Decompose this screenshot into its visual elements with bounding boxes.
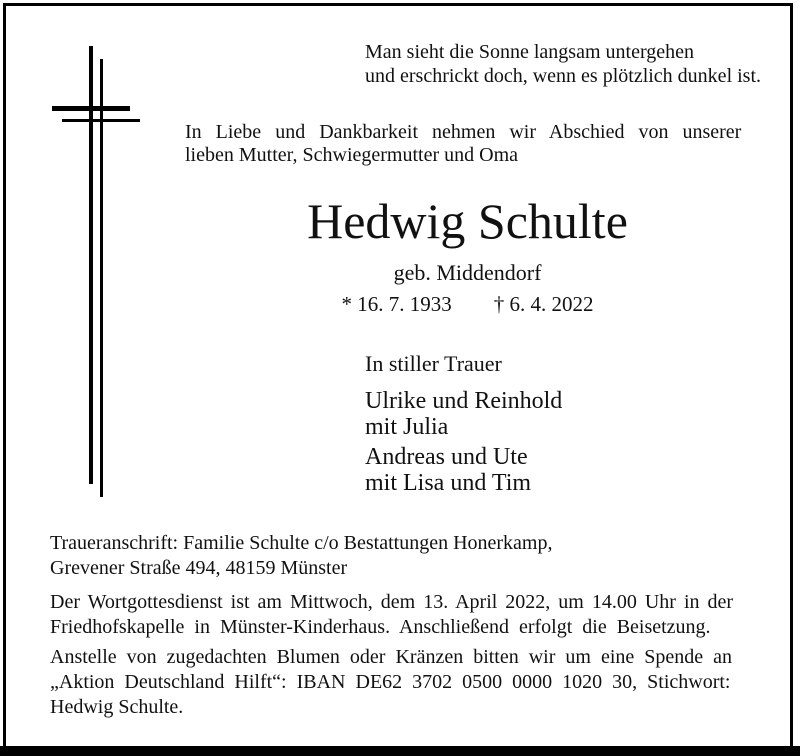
- intro-line-1: In Liebe und Dankbarkeit nehmen wir Abschied von unserer: [185, 121, 742, 143]
- address-line-2: Grevener Straße 494, 48159 Münster: [50, 557, 348, 579]
- intro-line-2: lieben Mutter, Schwiegermutter und Oma: [185, 144, 518, 166]
- epigraph-line-2: und erschrickt doch, wenn es plötzlich dunkel ist.: [365, 65, 762, 87]
- life-dates: [185, 292, 750, 316]
- cross-horizontal-stroke-1: [52, 106, 130, 111]
- mourning-label: In stiller Trauer: [365, 351, 502, 376]
- address-line-1: Traueranschrift: Familie Schulte c/o Bestattungen Honerkamp,: [50, 532, 553, 554]
- epigraph-line-1: Man sieht die Sonne langsam untergehen: [365, 41, 695, 63]
- deceased-birth-name: geb. Middendorf: [393, 260, 542, 285]
- notice-border-bottom: [0, 746, 800, 756]
- cross-vertical-stroke-2: [100, 59, 103, 497]
- death-date: † 6. 4. 2022: [493, 292, 594, 316]
- birth-date: * 16. 7. 1933: [341, 292, 452, 316]
- notice-border-right: [790, 3, 793, 746]
- cross-vertical-stroke-1: [89, 46, 93, 484]
- mourning-group: [365, 388, 562, 440]
- notice-border-top: [3, 3, 793, 6]
- donation-line-1: Anstelle von zugedachten Blumen oder Kränzen bitten wir um eine Spende an: [50, 646, 733, 668]
- cross-horizontal-stroke-2: [62, 119, 140, 122]
- donation-line-3: Hedwig Schulte.: [50, 696, 184, 718]
- mourning-group: [365, 444, 531, 496]
- mourner-line: Andreas und Ute: [365, 444, 528, 470]
- intro-paragraph: [185, 121, 741, 167]
- mourner-line: Ulrike und Reinhold: [365, 388, 563, 414]
- service-line-2: Friedhofskapelle in Münster-Kinderhaus. Anschließend erfolgt die Beisetzung.: [50, 616, 711, 638]
- mourner-line: mit Julia: [365, 414, 449, 440]
- notice-border-left: [3, 3, 6, 746]
- mourner-line: mit Lisa und Tim: [365, 470, 532, 496]
- epigraph: [365, 40, 761, 88]
- service-info: [50, 590, 733, 640]
- service-line-1: Der Wortgottesdienst ist am Mittwoch, dem 13. April 2022, um 14.00 Uhr in der: [50, 591, 734, 613]
- deceased-name: Hedwig Schulte: [307, 193, 628, 249]
- condolence-address: [50, 531, 552, 581]
- donation-info: [50, 645, 732, 720]
- donation-line-2: „Aktion Deutschland Hilft“: IBAN DE62 3702 0500 0000 1020 30, Stichwort:: [50, 671, 731, 693]
